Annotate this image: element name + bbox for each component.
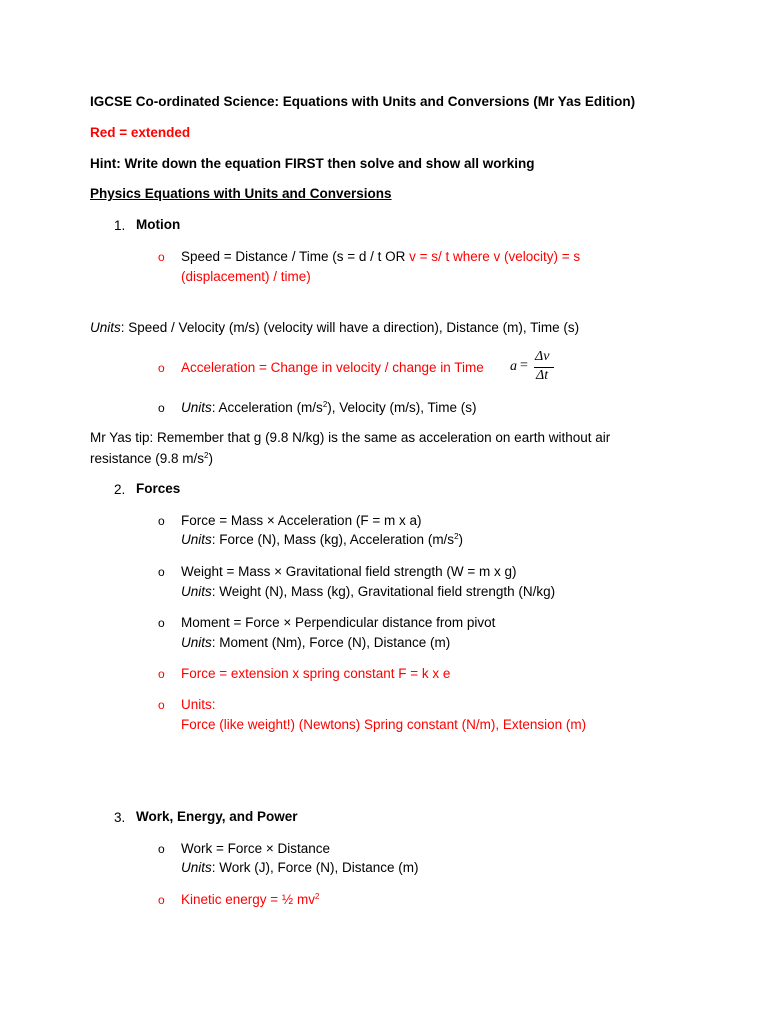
section-title-work-energy-power: Work, Energy, and Power — [136, 809, 298, 824]
superscript: 2 — [314, 892, 320, 901]
units-text: : Moment (Nm), Force (N), Distance (m) — [211, 635, 451, 650]
tip-text-continued — [90, 450, 213, 468]
formula-numerator: Δv — [535, 349, 550, 364]
tip-part: ) — [208, 451, 213, 466]
section-title-motion: Motion — [136, 217, 181, 232]
spring-equation: Force = extension x spring constant F = k x e — [181, 666, 451, 681]
section-heading: Physics Equations with Units and Conversions — [90, 186, 392, 201]
units-text: : Weight (N), Mass (kg), Gravitational field strength (N/kg) — [211, 584, 556, 599]
bullet-icon: o — [158, 250, 165, 264]
units-label: Units — [90, 320, 121, 335]
units-text: ), Velocity (m/s), Time (s) — [327, 400, 477, 415]
legend-note: Red = extended — [90, 125, 191, 140]
bullet-icon: o — [158, 401, 165, 415]
formula-denominator: Δt — [536, 368, 549, 383]
velocity-text-continued: (displacement) / time) — [181, 269, 311, 284]
document-title: IGCSE Co-ordinated Science: Equations with Units and Conversions (Mr Yas Edition) — [90, 94, 636, 109]
formula-lhs: a — [510, 359, 517, 374]
moment-equation: Moment = Force × Perpendicular distance from pivot — [181, 615, 496, 630]
units-label: Units — [181, 532, 212, 547]
work-equation: Work = Force × Distance — [181, 841, 331, 856]
superscript: 2 — [204, 451, 209, 460]
units-text: ) — [458, 532, 464, 547]
ke-text: Kinetic energy = ½ mv — [181, 892, 315, 907]
tip-text: Mr Yas tip: Remember that g (9.8 N/kg) is the same as acceleration on earth without air — [90, 430, 611, 445]
bullet-icon: o — [158, 667, 165, 681]
kinetic-energy-equation — [181, 891, 319, 909]
bullet-icon: o — [158, 565, 165, 579]
weight-units — [181, 583, 555, 601]
hint-text: Hint: Write down the equation FIRST then solve and show all working — [90, 156, 535, 171]
section-number: 3. — [114, 810, 126, 825]
acceleration-equation: Acceleration = Change in velocity / change in Time — [181, 360, 484, 375]
work-units — [181, 859, 419, 877]
velocity-text: v = s/ t where v (velocity) = s — [409, 249, 581, 264]
bullet-icon: o — [158, 893, 165, 907]
acceleration-units — [181, 399, 477, 417]
units-text: : Acceleration (m/s — [211, 400, 323, 415]
spring-units-label: Units: — [181, 697, 216, 712]
units-label: Units — [181, 860, 212, 875]
units-label: Units — [181, 400, 212, 415]
acceleration-formula — [510, 349, 560, 387]
bullet-icon: o — [158, 616, 165, 630]
force-units — [181, 531, 463, 549]
units-text: : Speed / Velocity (m/s) (velocity will have a direction), Distance (m), Time (s) — [120, 320, 580, 335]
section-number: 1. — [114, 218, 126, 233]
units-text: : Force (N), Mass (kg), Acceleration (m/s — [211, 532, 455, 547]
bullet-icon: o — [158, 361, 165, 375]
superscript: 2 — [322, 400, 328, 409]
tip-part: resistance (9.8 m/s — [90, 451, 205, 466]
weight-equation: Weight = Mass × Gravitational field strength (W = m x g) — [181, 564, 517, 579]
bullet-icon: o — [158, 514, 165, 528]
superscript: 2 — [454, 532, 459, 541]
motion-units — [90, 319, 579, 337]
bullet-icon: o — [158, 698, 165, 712]
spring-units: Force (like weight!) (Newtons) Spring constant (N/m), Extension (m) — [181, 717, 587, 732]
units-text: : Work (J), Force (N), Distance (m) — [211, 860, 419, 875]
units-label: Units — [181, 635, 212, 650]
force-equation: Force = Mass × Acceleration (F = m x a) — [181, 513, 422, 528]
bullet-icon: o — [158, 842, 165, 856]
moment-units — [181, 634, 450, 652]
section-number: 2. — [114, 482, 126, 497]
speed-equation — [181, 248, 580, 266]
units-label: Units — [181, 584, 212, 599]
formula-equals: = — [520, 358, 528, 373]
speed-text: Speed = Distance / Time (s = d / t OR — [181, 249, 410, 264]
section-title-forces: Forces — [136, 481, 181, 496]
